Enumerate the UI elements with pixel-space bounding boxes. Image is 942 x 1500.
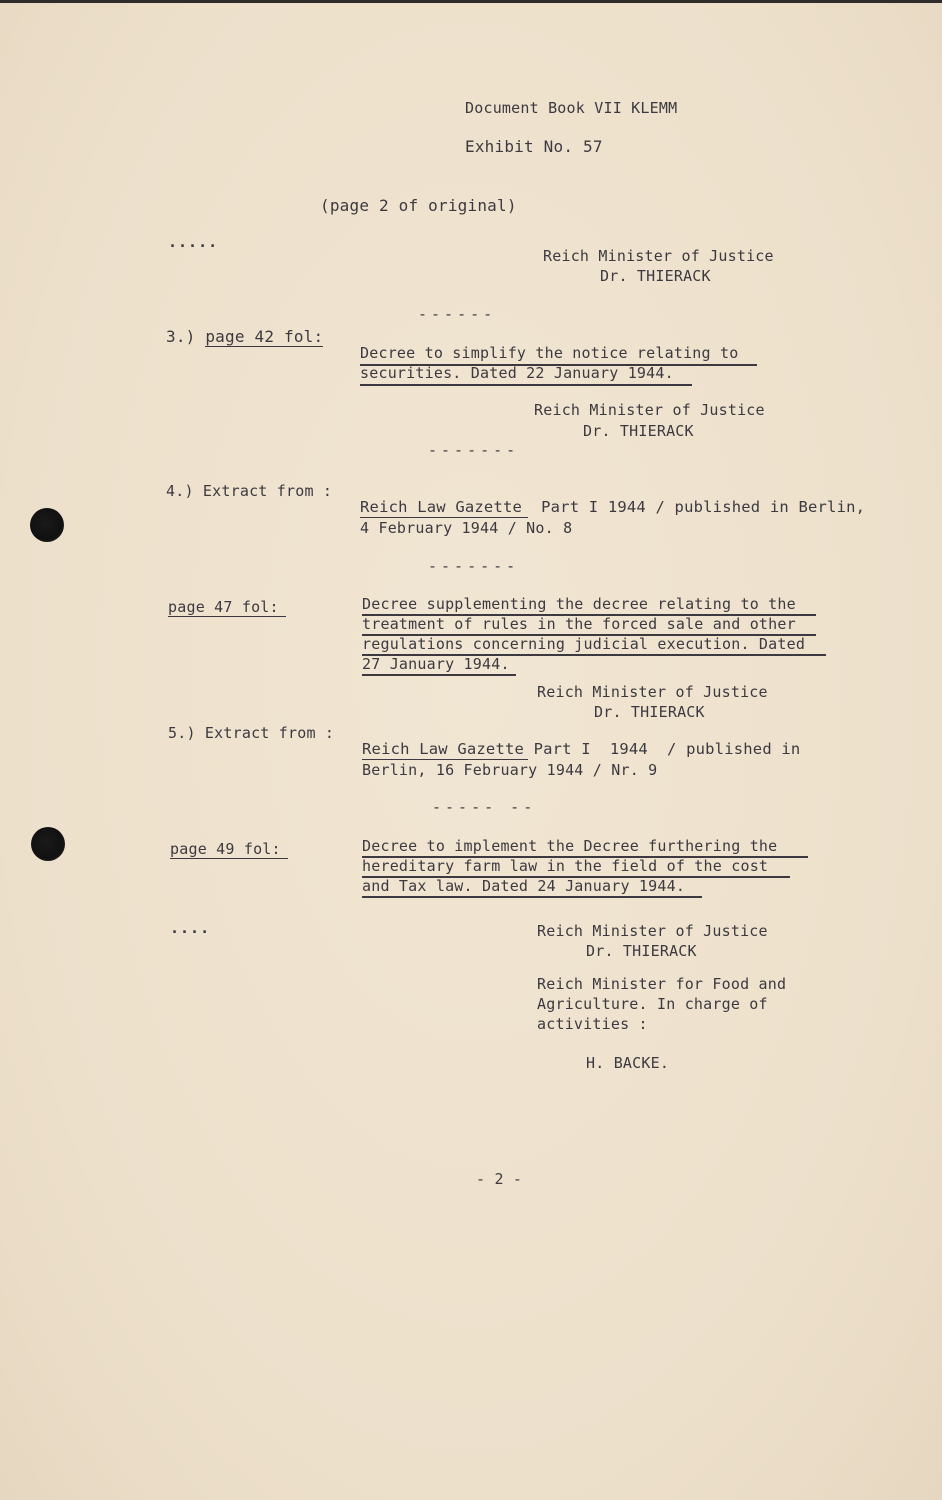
underline	[170, 858, 288, 859]
item-5-line: Berlin, 16 February 1944 / Nr. 9	[362, 761, 658, 779]
signature-name: H. BACKE.	[586, 1054, 670, 1072]
page-47-label: page 47 fol:	[168, 598, 279, 616]
underline	[205, 346, 323, 347]
document-book-heading: Document Book VII KLEMM	[465, 99, 678, 117]
item-5-line: Reich Law Gazette Part I 1944 / published in	[362, 740, 801, 758]
page-47-line: regulations concerning judicial execution. Dated	[362, 635, 806, 653]
page-47-line: 27 January 1944.	[362, 655, 510, 673]
item-3-label: 3.) page 42 fol:	[166, 327, 324, 346]
underline	[362, 674, 516, 676]
signature-title: Reich Minister of Justice	[543, 247, 774, 265]
signature-name: Dr. THIERACK	[586, 942, 697, 960]
page-number: - 2 -	[476, 1170, 523, 1188]
item-4-line: Reich Law Gazette Part I 1944 / published in Berlin,	[360, 498, 866, 516]
ellipsis-marker: ....	[170, 919, 211, 937]
underline	[168, 616, 286, 617]
ellipsis-marker: .....	[168, 233, 219, 251]
dash-separator: ------	[418, 305, 497, 323]
dash-separator: -------	[428, 441, 520, 459]
underline	[360, 384, 692, 386]
punch-hole-icon	[31, 827, 65, 861]
scan-top-edge	[0, 0, 942, 3]
item-4-line: 4 February 1944 / No. 8	[360, 519, 573, 537]
page-49-line: Decree to implement the Decree furthering the	[362, 837, 778, 855]
item-5-label: 5.) Extract from :	[168, 724, 335, 742]
item-3-line: securities. Dated 22 January 1944.	[360, 364, 674, 382]
dash-separator: ----- --	[432, 798, 537, 816]
page-47-line: Decree supplementing the decree relating to the	[362, 595, 796, 613]
dash-separator: -------	[428, 557, 520, 575]
signature-name: Dr. THIERACK	[600, 267, 711, 285]
signature-title: Reich Minister for Food and	[537, 975, 787, 993]
item-4-label: 4.) Extract from :	[166, 482, 333, 500]
signature-name: Dr. THIERACK	[583, 422, 694, 440]
item-3-line: Decree to simplify the notice relating to	[360, 344, 739, 362]
signature-title: activities :	[537, 1015, 648, 1033]
page-47-line: treatment of rules in the forced sale and other	[362, 615, 796, 633]
signature-title: Reich Minister of Justice	[537, 922, 768, 940]
exhibit-number: Exhibit No. 57	[465, 137, 603, 156]
signature-name: Dr. THIERACK	[594, 703, 705, 721]
page-of-original: (page 2 of original)	[320, 196, 517, 215]
underline	[362, 896, 702, 898]
signature-title: Reich Minister of Justice	[537, 683, 768, 701]
page-49-line: and Tax law. Dated 24 January 1944.	[362, 877, 686, 895]
signature-title: Reich Minister of Justice	[534, 401, 765, 419]
page-49-label: page 49 fol:	[170, 840, 281, 858]
punch-hole-icon	[30, 508, 64, 542]
page-49-line: hereditary farm law in the field of the cost	[362, 857, 769, 875]
signature-title: Agriculture. In charge of	[537, 995, 768, 1013]
